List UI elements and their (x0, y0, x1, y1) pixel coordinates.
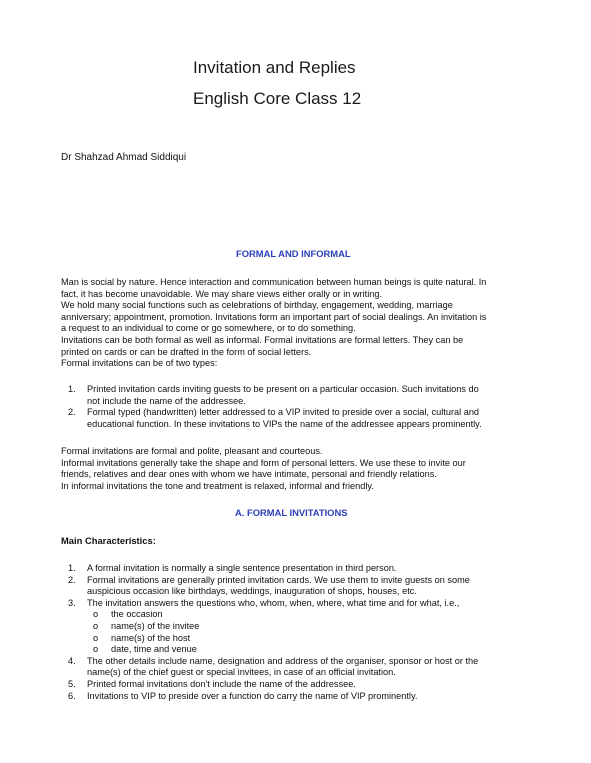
sub-list-item-text: date, time and venue (111, 644, 197, 655)
list-item (61, 563, 478, 575)
closing-line: Formal invitations are formal and polite, pleasant and courteous. (61, 446, 323, 456)
sub-list-item-text: the occasion (111, 609, 163, 620)
section-heading-formal-invitations: A. FORMAL INVITATIONS (235, 507, 348, 518)
intro-line: fact, it has become unavoidable. We may share views either orally or in writing. (61, 288, 383, 299)
closing-line: Informal invitations generally take the shape and form of personal letters. We use these to invite our (61, 457, 466, 468)
invitation-types-list (61, 384, 482, 430)
intro-line: anniversary; appointment, promotion. Invitations form an important part of social dealings. An invitation is (61, 311, 487, 322)
list-item-text: name(s) of the chief guest or special invitees, in case of an official invitation. (87, 667, 396, 678)
list-item (61, 679, 478, 691)
circle-bullet-icon: o (93, 609, 99, 620)
list-number: 3. (68, 597, 76, 608)
sub-list-item-text: name(s) of the invitee (111, 620, 200, 631)
list-item-text: The invitation answers the questions who, whom, when, where, what time and for what, i.e., (87, 597, 460, 608)
closing-line: In informal invitations the tone and treatment is relaxed, informal and friendly. (61, 480, 374, 491)
sub-list-item (61, 633, 478, 645)
intro-line: Man is social by nature. Hence interaction and communication between human beings is quite natural. In (61, 277, 487, 287)
list-item-text: Printed formal invitations don't include the name of the addressee. (87, 678, 356, 689)
intro-line: Invitations can be both formal as well as informal. Formal invitations are formal letters. They can be (61, 334, 464, 345)
author-name: Dr Shahzad Ahmad Siddiqui (61, 152, 187, 163)
intro-paragraph (61, 277, 533, 370)
list-number: 6. (68, 690, 76, 701)
list-number: 1. (68, 384, 76, 394)
list-item (61, 384, 482, 407)
list-number: 4. (68, 655, 76, 666)
list-number: 2. (68, 407, 76, 418)
list-item-text: Formal invitations are generally printed invitation cards. We use them to invite guests on some (87, 574, 470, 585)
sub-list-item (61, 621, 478, 633)
intro-line: printed on cards or can be drafted in the form of social letters. (61, 346, 312, 357)
sub-list-item (61, 644, 478, 656)
list-item-text: Printed invitation cards inviting guests to be present on a particular occasion. Such invitations do (87, 384, 479, 394)
title-line-1: Invitation and Replies (193, 58, 356, 77)
section-heading-formal-informal: FORMAL AND INFORMAL (236, 248, 351, 259)
title-line-2: English Core Class 12 (193, 89, 362, 108)
circle-bullet-icon: o (93, 644, 99, 655)
list-item-text: Invitations to VIP to preside over a function do carry the name of VIP prominently. (87, 690, 418, 701)
circle-bullet-icon: o (93, 632, 99, 643)
list-number: 2. (68, 574, 76, 585)
list-item-text: The other details include name, designation and address of the organiser, sponsor or host or the (87, 655, 479, 666)
characteristics-list (61, 563, 478, 702)
list-item (61, 691, 478, 703)
closing-paragraph (61, 446, 533, 492)
main-characteristics-label: Main Characteristics: (61, 535, 156, 546)
intro-line: a request to an individual to come or go somewhere, or to do something. (61, 323, 356, 334)
list-item (61, 407, 482, 430)
sub-list-item-text: name(s) of the host (111, 632, 191, 643)
list-item-text: auspicious occasion like birthdays, weddings, inauguration of shops, houses, etc. (87, 586, 417, 597)
list-item (61, 598, 478, 610)
circle-bullet-icon: o (93, 620, 99, 631)
list-item-text: educational function. In these invitations to VIPs the name of the addressee appears prominently. (87, 418, 482, 429)
list-number: 1. (68, 563, 76, 573)
list-item-text: not include the name of the addressee. (87, 395, 246, 406)
sub-list-item (61, 609, 478, 621)
list-number: 5. (68, 678, 76, 689)
list-item (61, 575, 478, 598)
intro-line: We hold many social functions such as celebrations of birthday, engagement, wedding, marriage (61, 300, 453, 311)
list-item-text: Formal typed (handwritten) letter addressed to a VIP invited to preside over a social, cultural and (87, 407, 480, 418)
intro-line: Formal invitations can be of two types: (61, 358, 218, 369)
list-item (61, 656, 478, 679)
list-item-text: A formal invitation is normally a single sentence presentation in third person. (87, 563, 397, 573)
closing-line: friends, relatives and dear ones with whom we have intimate, personal and friendly relations. (61, 469, 437, 480)
